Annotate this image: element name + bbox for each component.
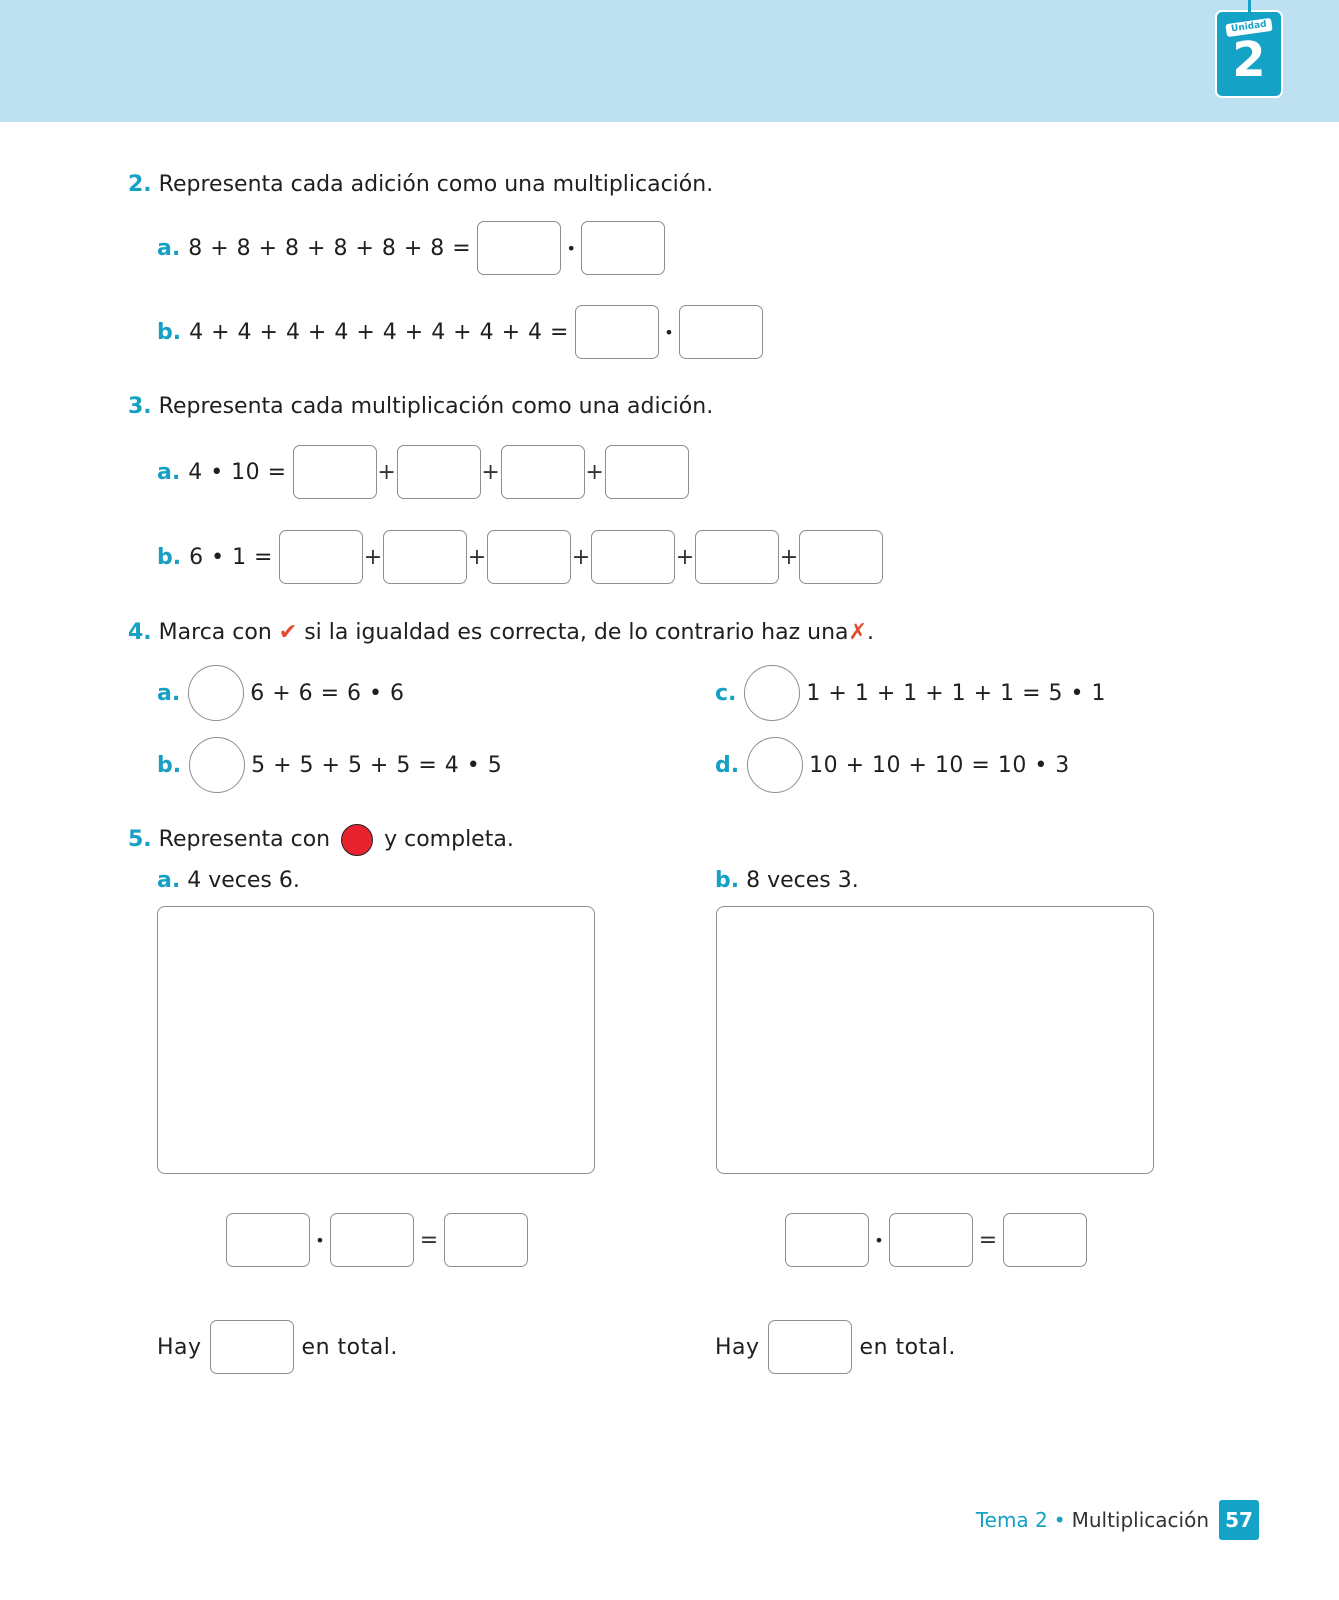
q5-b-equation <box>785 1210 1087 1270</box>
plus-sign: + <box>779 544 799 570</box>
q5-a-equation <box>226 1210 528 1270</box>
question-3-prompt <box>128 392 713 422</box>
item-letter: a. <box>157 235 181 261</box>
q4-item-c <box>715 663 1106 723</box>
q4-item-d <box>715 735 1070 795</box>
question-4-prompt <box>128 618 874 648</box>
q3-item-a <box>157 442 689 502</box>
item-letter: a. <box>157 459 181 485</box>
expression: 10 + 10 + 10 = 10 • 3 <box>809 752 1070 778</box>
question-5-prompt <box>128 824 514 856</box>
footer-tema: Tema 2 <box>975 1508 1048 1532</box>
answer-box[interactable] <box>679 305 763 359</box>
q5-a-total <box>157 1317 398 1377</box>
plus-sign: + <box>467 544 487 570</box>
equals-sign: = <box>419 1227 439 1253</box>
item-letter: b. <box>157 544 182 570</box>
page-number: 57 <box>1219 1500 1259 1540</box>
footer-topic: Multiplicación <box>1071 1508 1209 1532</box>
question-number: 2. <box>128 172 152 197</box>
cross-mark-icon: ✗ <box>848 620 867 645</box>
plus-sign: + <box>585 459 604 485</box>
item-text: 8 veces 3. <box>746 868 859 893</box>
expression: 5 + 5 + 5 + 5 = 4 • 5 <box>251 752 503 778</box>
check-mark-icon: ✔ <box>278 620 298 645</box>
answer-box[interactable] <box>383 530 467 584</box>
answer-box[interactable] <box>477 221 561 275</box>
answer-box[interactable] <box>501 445 585 499</box>
question-number: 5. <box>128 827 152 852</box>
banner-torn-edge <box>0 104 1339 128</box>
answer-box[interactable] <box>581 221 665 275</box>
q4-item-a <box>157 663 405 723</box>
hay-label: Hay <box>715 1334 760 1360</box>
q4-item-b <box>157 735 502 795</box>
item-letter: a. <box>157 680 181 706</box>
plus-sign: + <box>377 459 396 485</box>
question-text-mid: si la igualdad es correcta, de lo contrario haz una <box>304 620 849 645</box>
question-text-start: Marca con <box>158 620 272 645</box>
q5-item-a-label <box>157 866 300 896</box>
en-total-label: en total. <box>859 1334 956 1360</box>
plus-sign: + <box>481 459 500 485</box>
item-letter: d. <box>715 752 740 778</box>
hay-label: Hay <box>157 1334 202 1360</box>
en-total-label: en total. <box>301 1334 398 1360</box>
times-dot: • <box>664 322 674 342</box>
times-dot: • <box>315 1230 325 1250</box>
answer-box[interactable] <box>293 445 377 499</box>
red-counter-icon <box>341 824 373 856</box>
plus-sign: + <box>675 544 695 570</box>
question-text-end: . <box>866 620 874 645</box>
item-letter: b. <box>157 752 182 778</box>
question-text: Representa cada adición como una multiplicación. <box>158 172 714 197</box>
times-dot: • <box>566 238 576 258</box>
unit-number: 2 <box>1232 32 1266 88</box>
expression: 6 • 1 = <box>189 544 273 570</box>
q2-item-a <box>157 218 665 278</box>
item-letter: b. <box>157 319 182 345</box>
question-number: 4. <box>128 620 152 645</box>
plus-sign: + <box>363 544 383 570</box>
answer-circle[interactable] <box>188 665 244 721</box>
page-footer <box>976 1500 1259 1540</box>
item-letter: b. <box>715 868 740 893</box>
item-letter: a. <box>157 868 181 893</box>
answer-box[interactable] <box>605 445 689 499</box>
answer-box[interactable] <box>1003 1213 1087 1267</box>
item-letter: c. <box>715 680 737 706</box>
answer-box[interactable] <box>279 530 363 584</box>
expression: 8 + 8 + 8 + 8 + 8 + 8 = <box>188 235 472 261</box>
question-2-prompt <box>128 170 713 200</box>
answer-box[interactable] <box>785 1213 869 1267</box>
expression: 6 + 6 = 6 • 6 <box>250 680 405 706</box>
drawing-area-a[interactable] <box>157 906 595 1174</box>
unit-badge <box>1215 10 1283 98</box>
answer-box[interactable] <box>575 305 659 359</box>
answer-box[interactable] <box>695 530 779 584</box>
answer-box[interactable] <box>444 1213 528 1267</box>
answer-box[interactable] <box>487 530 571 584</box>
expression: 4 + 4 + 4 + 4 + 4 + 4 + 4 + 4 = <box>189 319 569 345</box>
question-text-start: Representa con <box>158 827 331 852</box>
footer-separator: • <box>1053 1508 1066 1532</box>
q3-item-b <box>157 527 883 587</box>
answer-circle[interactable] <box>189 737 245 793</box>
question-number: 3. <box>128 394 152 419</box>
question-text: Representa cada multiplicación como una adición. <box>158 394 714 419</box>
answer-box[interactable] <box>210 1320 294 1374</box>
times-dot: • <box>874 1230 884 1250</box>
equals-sign: = <box>978 1227 998 1253</box>
answer-box[interactable] <box>330 1213 414 1267</box>
answer-box[interactable] <box>226 1213 310 1267</box>
expression: 4 • 10 = <box>188 459 287 485</box>
answer-box[interactable] <box>591 530 675 584</box>
plus-sign: + <box>571 544 591 570</box>
answer-box[interactable] <box>889 1213 973 1267</box>
q5-b-total <box>715 1317 956 1377</box>
expression: 1 + 1 + 1 + 1 + 1 = 5 • 1 <box>806 680 1106 706</box>
item-text: 4 veces 6. <box>187 868 300 893</box>
badge-pin <box>1248 0 1251 16</box>
q2-item-b <box>157 302 763 362</box>
drawing-area-b[interactable] <box>716 906 1154 1174</box>
answer-box[interactable] <box>397 445 481 499</box>
answer-box[interactable] <box>799 530 883 584</box>
unit-label: Unidad <box>1225 18 1272 37</box>
answer-circle[interactable] <box>747 737 803 793</box>
q5-item-b-label <box>715 866 859 896</box>
answer-circle[interactable] <box>744 665 800 721</box>
answer-box[interactable] <box>768 1320 852 1374</box>
question-text-end: y completa. <box>384 827 514 852</box>
